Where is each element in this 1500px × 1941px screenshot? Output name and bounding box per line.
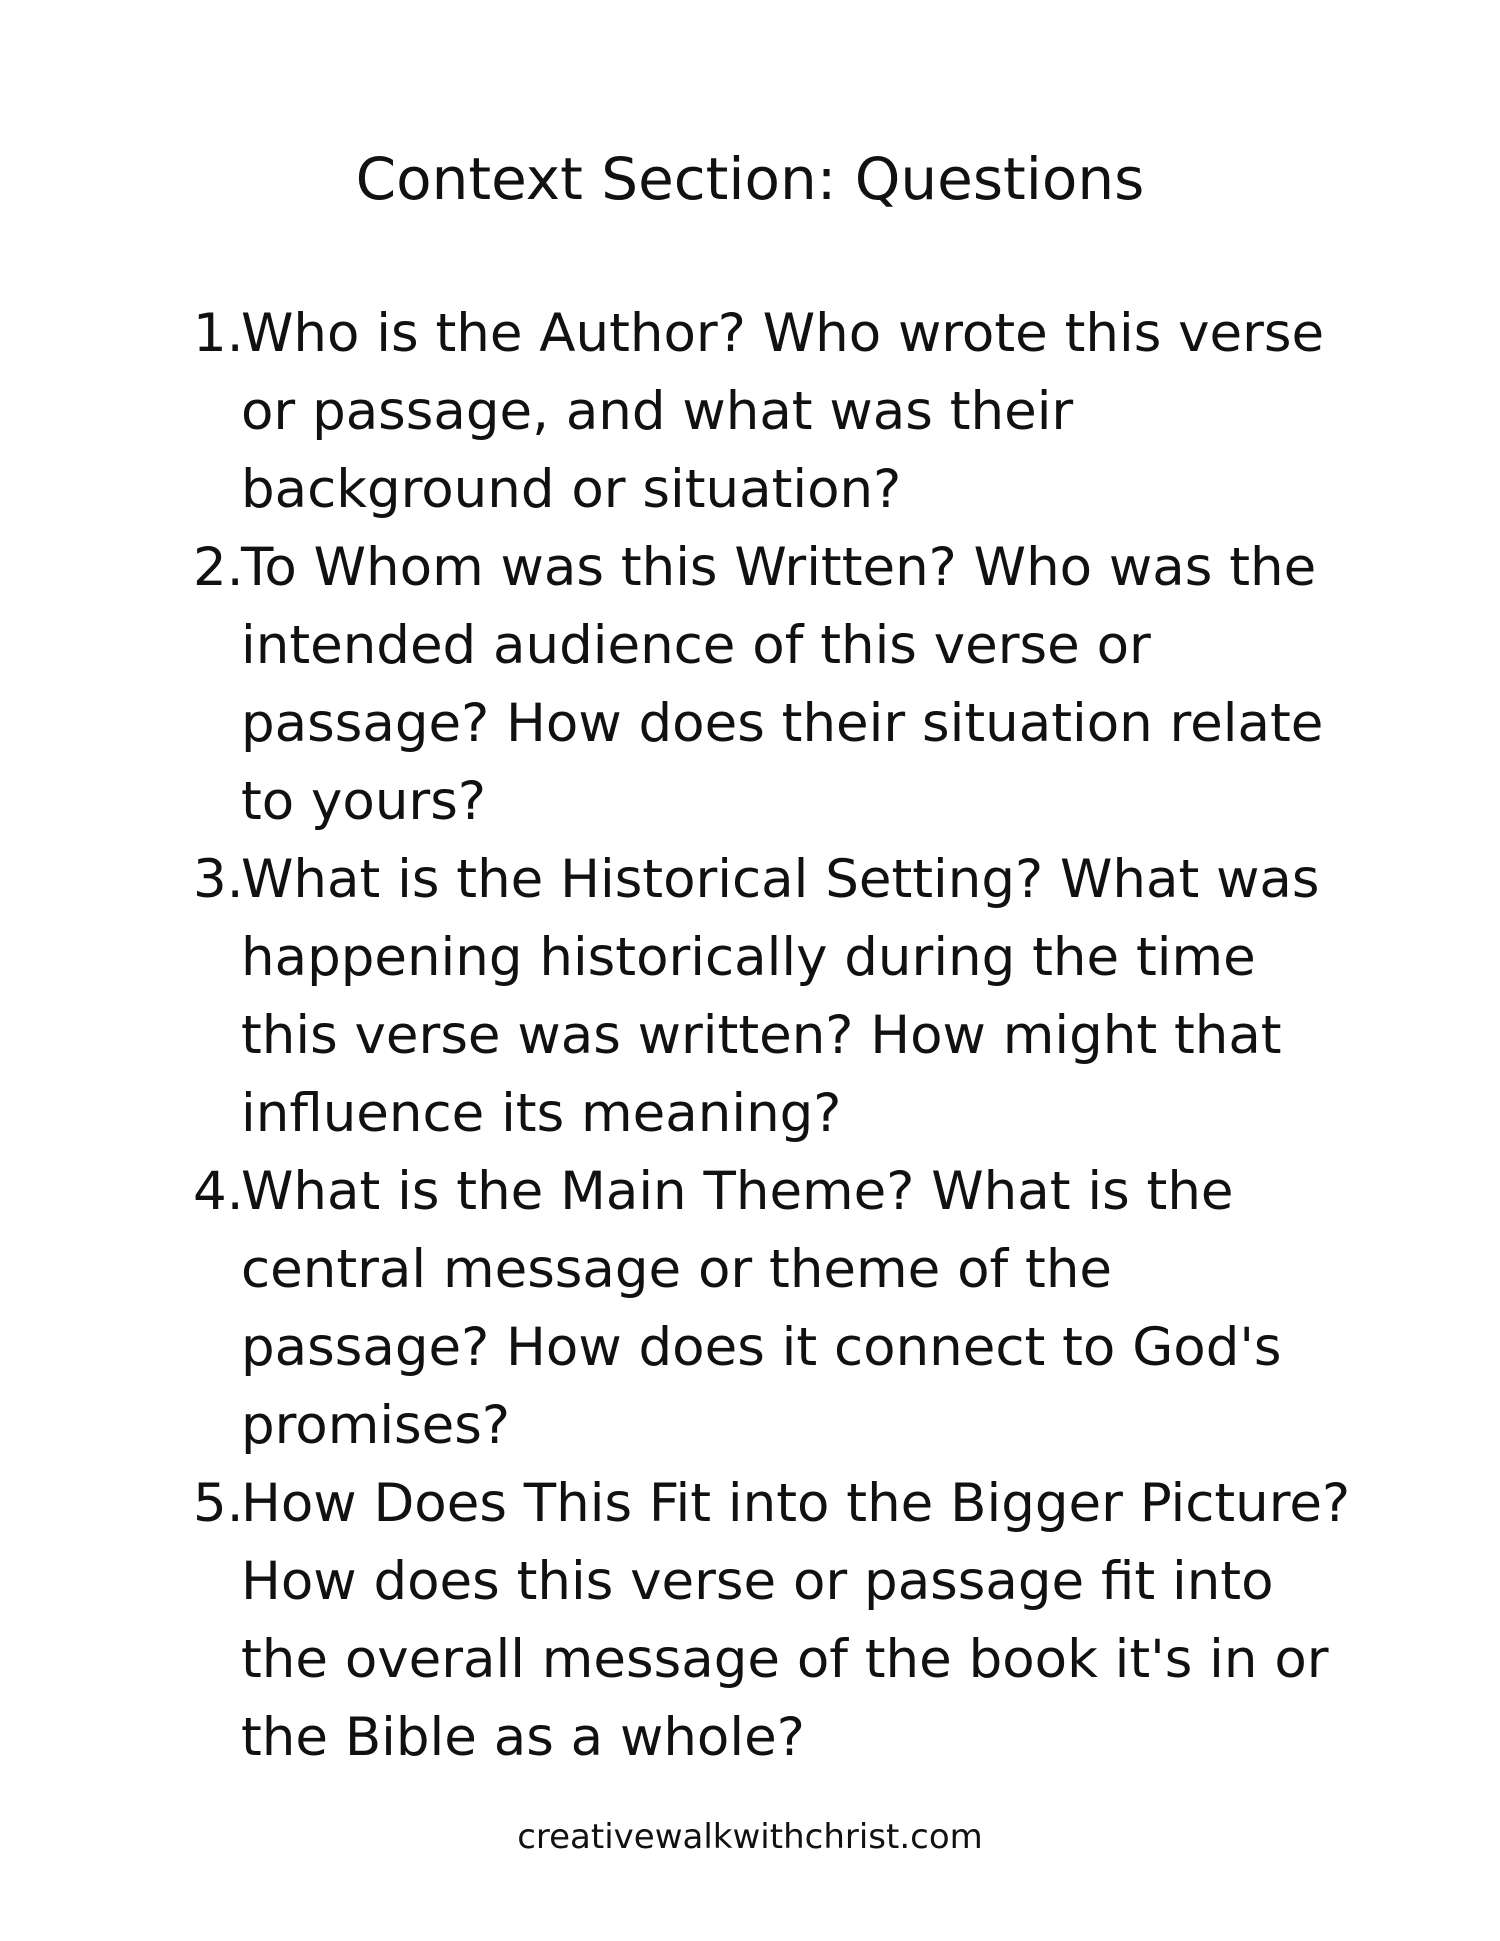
question-item-4 — [193, 1153, 1363, 1465]
question-text: To Whom was this Written? Who was the intended audience of this verse or passage? How does their situation relate to yours? — [241, 537, 1324, 832]
page-title: Context Section: Questions — [355, 145, 1145, 213]
question-text: What is the Historical Setting? What was happening historically during the time this verse was written? How might that influence its meaning? — [241, 849, 1320, 1144]
question-item-3 — [193, 841, 1363, 1153]
question-number: 2. — [193, 537, 244, 598]
question-number: 3. — [193, 849, 244, 910]
question-item-5 — [193, 1465, 1363, 1777]
question-number: 1. — [193, 303, 244, 364]
website-footer: creativewalkwithchrist.com — [517, 1817, 983, 1857]
question-number: 5. — [193, 1473, 244, 1534]
question-text: How Does This Fit into the Bigger Picture? How does this verse or passage fit into the overall message of the book it's in or the Bible as a whole? — [241, 1473, 1351, 1768]
questions-list — [193, 295, 1363, 1777]
question-item-2 — [193, 529, 1363, 841]
question-number: 4. — [193, 1161, 244, 1222]
question-item-1 — [193, 295, 1363, 529]
question-text: Who is the Author? Who wrote this verse or passage, and what was their background or situation? — [241, 303, 1325, 520]
question-text: What is the Main Theme? What is the central message or theme of the passage? How does it connect to God's promises? — [241, 1161, 1282, 1456]
